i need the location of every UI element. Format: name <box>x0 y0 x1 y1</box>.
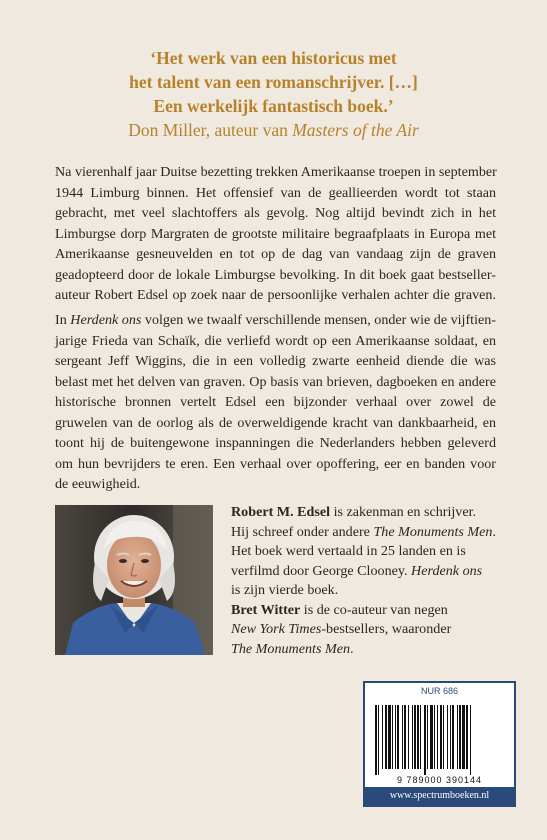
bio-witter-line-1 <box>231 601 511 621</box>
description-paragraph-2 <box>55 310 496 495</box>
p2-book-title: Herdenk ons <box>70 312 142 328</box>
p2-line: om hun bevrijders te eren. Een verhaal over opoffering, eer en banden voor <box>55 455 496 472</box>
barcode-box <box>363 681 516 807</box>
p2-suffix: volgen we twaalf verschillende mensen, onder wie de vijftien- <box>141 312 496 328</box>
nur-code: NUR 686 <box>420 686 458 696</box>
p2-line: toont hij de buitengewone inspanningen die Nederlanders hebben geleverd <box>55 435 496 451</box>
p2-line: jarige Frieda van Schaïk, die verliefd wordt op een Amerikaanse soldaat, en <box>55 332 496 349</box>
p1-line: Limburgse dorp Margraten de grootste militaire begraafplaats in Europa met <box>55 225 496 242</box>
p1-line: geadopteerd door de lokale Limburgse bevolking. In dit boek gaat bestseller- <box>55 266 496 283</box>
p2-line: sergeant Jeff Wiggins, die in een volledig zwarte eenheid diende die was <box>55 353 496 369</box>
quote-line-2: het talent van een romanschrijver. […] <box>129 72 418 92</box>
p1-line: 1944 Limburg binnen. Het offensief van de geallieerden wordt tot staan <box>55 184 496 201</box>
p1-line: Amerikaanse gesneuvelden en tot op de dag van vandaag zijn de graven <box>55 246 496 262</box>
bio-text: is zakenman en schrijver. <box>330 504 477 520</box>
author-name-edsel: Robert M. Edsel <box>231 504 331 520</box>
p2-prefix: In <box>55 312 71 328</box>
bio-edsel-line-3: Het boek werd vertaald in 25 landen en is <box>231 543 466 559</box>
author-bios <box>231 503 511 659</box>
p1-line: Na vierenhalf jaar Duitse bezetting trekken Amerikaanse troepen in september <box>55 164 497 180</box>
attribution-title: Masters of the Air <box>292 120 419 140</box>
quote-line-1: ‘Het werk van een historicus met <box>150 48 397 68</box>
bio-text: verfilmd door George Clooney. <box>231 562 412 579</box>
bio-witter-line-3 <box>231 640 511 660</box>
bio-text: . <box>492 523 496 540</box>
bio-text: Hij schreef onder andere <box>231 523 374 540</box>
bio-edsel-line-4 <box>231 562 511 582</box>
author-portrait-illustration <box>55 505 213 655</box>
publisher-url: www.spectrumboeken.nl <box>365 787 514 805</box>
p1-line: auteur Robert Edsel op zoek naar de persoonlijke verhalen achter die graven. <box>55 287 496 303</box>
bio-witter-line-2 <box>231 620 511 640</box>
bio-edsel-line-1 <box>231 503 511 523</box>
p2-line: de eeuwigheid. <box>55 476 141 492</box>
bio-text: -bestsellers, waaronder <box>321 621 452 637</box>
author-name-witter: Bret Witter <box>231 601 301 618</box>
isbn-number: 9 789000 390144 <box>396 775 483 785</box>
bio-book-title: Herdenk ons <box>411 562 483 579</box>
p2-line: gruwelen van de oorlog als de overweldigende kracht van dankbaarheid, en <box>55 414 496 431</box>
bio-edsel-line-2 <box>231 523 511 543</box>
quote-attribution <box>0 118 547 142</box>
bio-book-title: New York Times <box>231 621 322 637</box>
p2-line: belast met het delven van graven. Op basis van brieven, dagboeken en andere <box>55 373 496 390</box>
author-photo <box>55 505 213 655</box>
p1-line: gebracht, met veel slachtoffers als gevolg. Nog altijd bevindt zich in het <box>55 205 496 221</box>
bio-edsel-line-5: is zijn vierde boek. <box>231 582 339 598</box>
description-paragraph-1 <box>55 162 496 306</box>
quote-block <box>0 46 547 142</box>
p2-line: historische bronnen vertelt Edsel een bijzonder verhaal over zowel de <box>55 394 496 410</box>
p2-line <box>55 310 496 331</box>
quote-line-3: Een werkelijk fantastisch boek.’ <box>153 96 394 116</box>
bio-text: is de co-auteur van negen <box>300 601 448 618</box>
bio-book-title: The Monuments Men <box>231 640 350 657</box>
bio-text: . <box>350 640 354 657</box>
barcode-icon <box>373 705 506 775</box>
attribution-prefix: Don Miller, auteur van <box>128 120 293 140</box>
bio-book-title: The Monuments Men <box>373 523 493 540</box>
